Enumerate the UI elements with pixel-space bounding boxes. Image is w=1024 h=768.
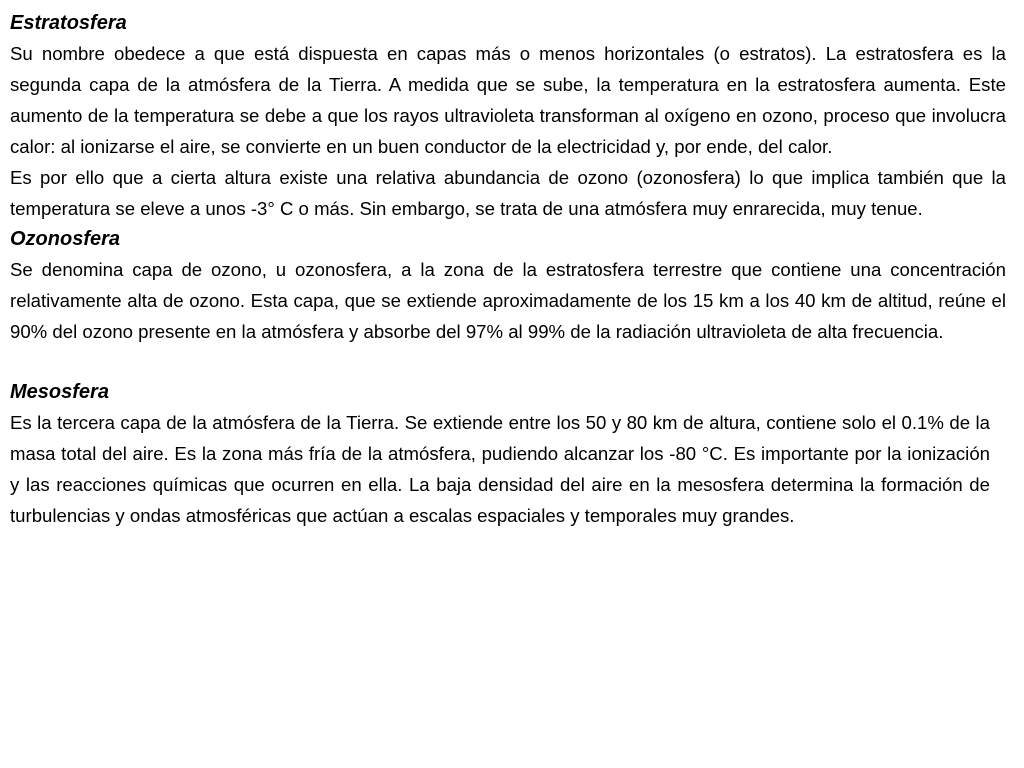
section-heading: Mesosfera (10, 381, 109, 403)
section-spacer (10, 347, 1006, 377)
section-heading: Ozonosfera (10, 228, 121, 250)
section-paragraph: Su nombre obedece a que está dispuesta en capas más o menos horizontales (o estratos). La estratosfera es la segunda capa de la atmósfera de la Tierra. A medida que se sube, la temperatura en la estratosfera aumenta. Este aumento de la temperatura se debe a que los rayos ultravioleta transforman al oxígeno en ozono, proceso que involucra calor: al ionizarse el aire, se convierte en un buen conductor de la electricidad y, por ende, del calor. (10, 43, 1006, 157)
section-estratosfera (10, 8, 1006, 224)
section-mesosfera (10, 377, 1006, 531)
section-ozonosfera (10, 224, 1006, 347)
document-page (10, 8, 1006, 531)
section-paragraph: Es por ello que a cierta altura existe una relativa abundancia de ozono (ozonosfera) lo que implica también que la temperatura se eleve a unos -3° C o más. Sin embargo, se trata de una atmósfera muy enrarecida, muy tenue. (10, 167, 1006, 219)
section-paragraph: Es la tercera capa de la atmósfera de la Tierra. Se extiende entre los 50 y 80 km de altura, contiene solo el 0.1% de la masa total del aire. Es la zona más fría de la atmósfera, pudiendo alcanzar los -80 °C. Es importante por la ionización y las reacciones químicas que ocurren en ella. La baja densidad del aire en la mesosfera determina la formación de turbulencias y ondas atmosféricas que actúan a escalas espaciales y temporales muy grandes. (10, 412, 990, 526)
section-paragraph: Se denomina capa de ozono, u ozonosfera, a la zona de la estratosfera terrestre que contiene una concentración relativamente alta de ozono. Esta capa, que se extiende aproximadamente de los 15 km a los 40 km de altitud, reúne el 90% del ozono presente en la atmósfera y absorbe del 97% al 99% de la radiación ultravioleta de alta frecuencia. (10, 259, 1006, 342)
section-heading: Estratosfera (10, 12, 127, 34)
